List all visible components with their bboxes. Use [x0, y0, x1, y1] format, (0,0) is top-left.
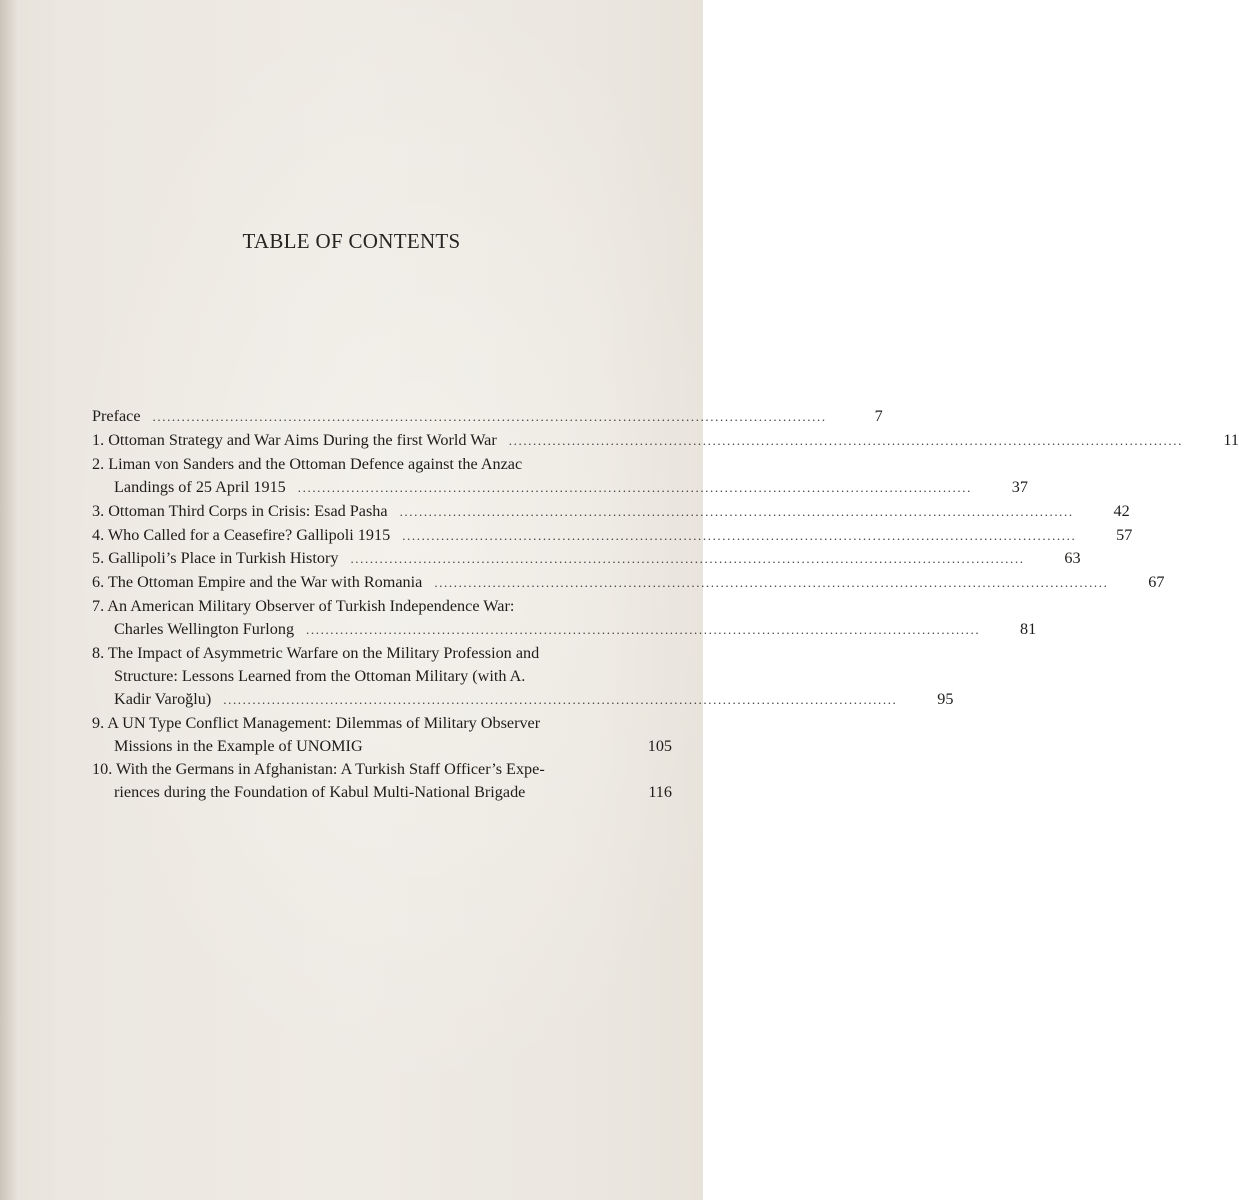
page-shadow	[0, 0, 18, 1200]
dot-leader: ...........................................................................................................................................	[306, 622, 981, 638]
toc-entry-preface	[92, 405, 883, 429]
dot-leader: ...........................................................................................................................................	[399, 503, 1074, 519]
toc-page-number: 67	[1148, 573, 1165, 592]
toc-page-number: 105	[647, 736, 672, 755]
toc-entry-title: Preface	[92, 407, 141, 425]
toc-entry-title: 3. Ottoman Third Corps in Crisis: Esad Pasha	[92, 501, 388, 520]
toc-entry-title: 10. With the Germans in Afghanistan: A Turkish Staff Officer’s Expe-	[92, 759, 545, 778]
toc-entry-title-cont: Missions in the Example of UNOMIG	[114, 736, 363, 755]
table-of-contents	[92, 405, 1239, 803]
toc-entry-1	[92, 429, 1239, 453]
dot-leader: ...........................................................................................................................................	[350, 551, 1025, 567]
dot-leader: ...........................................................................................................................................	[434, 575, 1109, 591]
toc-entry-9	[92, 712, 672, 758]
toc-entry-title: 9. A UN Type Conflict Management: Dilemmas of Military Observer	[92, 713, 541, 732]
toc-entry-title: 8. The Impact of Asymmetric Warfare on the Military Profession and	[92, 644, 540, 663]
toc-entry-10	[92, 758, 672, 804]
dot-leader: ...........................................................................................................................................	[508, 432, 1183, 448]
toc-entry-title-cont: Kadir Varoğlu)	[114, 689, 212, 708]
toc-entry-title-cont: Charles Wellington Furlong	[114, 620, 295, 639]
toc-page-number: 57	[1116, 525, 1133, 544]
toc-page-number: 81	[1020, 620, 1037, 639]
toc-entry-title: 7. An American Military Observer of Turkish Independence War:	[92, 597, 515, 616]
toc-entry-3	[92, 500, 1130, 524]
toc-entry-title-cont: Landings of 25 April 1915	[114, 477, 286, 496]
toc-page-number: 11	[1223, 430, 1239, 449]
toc-entry-title: 1. Ottoman Strategy and War Aims During the first World War	[92, 430, 497, 449]
toc-entry-7	[92, 595, 1037, 642]
dot-leader: ...........................................................................................................................................	[223, 691, 898, 707]
dot-leader: ...........................................................................................................................................	[152, 409, 827, 424]
toc-page-number: 95	[937, 689, 954, 708]
toc-entry-8	[92, 642, 954, 712]
dot-leader: ...........................................................................................................................................	[297, 479, 972, 495]
toc-entry-title-cont: riences during the Foundation of Kabul Multi-National Brigade	[114, 782, 526, 801]
toc-entry-title: 5. Gallipoli’s Place in Turkish History	[92, 549, 339, 568]
toc-entry-title-cont: Structure: Lessons Learned from the Ottoman Military (with A.	[114, 666, 526, 685]
toc-entry-2	[92, 453, 1028, 500]
toc-entry-4	[92, 524, 1133, 548]
toc-page-number: 7	[874, 407, 883, 425]
toc-page-number: 42	[1113, 501, 1130, 520]
page-title: TABLE OF CONTENTS	[242, 229, 461, 253]
toc-entry-title: 4. Who Called for a Ceasefire? Gallipoli 1915	[92, 525, 391, 544]
toc-entry-6	[92, 571, 1165, 595]
dot-leader: ...........................................................................................................................................	[402, 527, 1077, 543]
toc-entry-5	[92, 547, 1081, 571]
toc-page-number: 116	[648, 782, 672, 801]
toc-page-number: 37	[1011, 477, 1028, 496]
toc-entry-title: 6. The Ottoman Empire and the War with Romania	[92, 573, 423, 592]
toc-page-number: 63	[1064, 549, 1081, 568]
toc-entry-title: 2. Liman von Sanders and the Ottoman Defence against the Anzac	[92, 454, 523, 473]
